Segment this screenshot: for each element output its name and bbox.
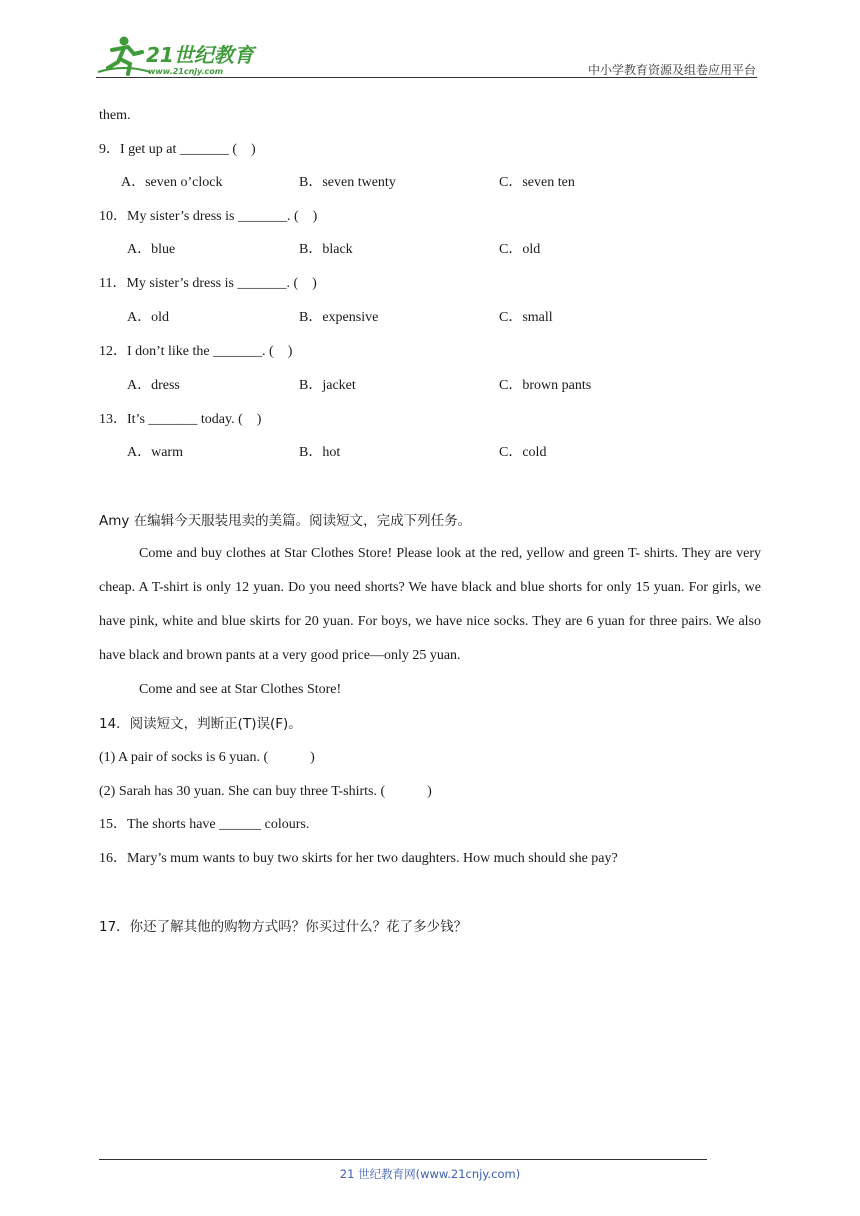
- q14-statement-2: (2) Sarah has 30 yuan. She can buy three T-shirts. ( ): [99, 784, 432, 799]
- q12-option-b[interactable]: B．jacket: [299, 378, 356, 393]
- passage-paragraph-2: Come and see at Star Clothes Store!: [139, 682, 342, 697]
- question-14: 14．阅读短文，判断正(T)误(F)。: [99, 716, 302, 732]
- q10-option-c[interactable]: C．old: [499, 242, 541, 257]
- question-10: 10．My sister’s dress is _______. ( ): [99, 209, 318, 224]
- question-9: 9．I get up at _______ ( ): [99, 142, 256, 157]
- q13-option-b[interactable]: B．hot: [299, 445, 341, 460]
- header-divider: [96, 77, 757, 78]
- site-logo: [94, 34, 262, 78]
- q12-option-c[interactable]: C．brown pants: [499, 378, 592, 393]
- question-13: 13．It’s _______ today. ( ): [99, 412, 262, 427]
- q13-option-a[interactable]: A．warm: [127, 445, 183, 460]
- q12-option-a[interactable]: A．dress: [127, 378, 180, 393]
- q10-option-a[interactable]: A．blue: [127, 242, 176, 257]
- q11-option-b[interactable]: B．expensive: [299, 310, 379, 325]
- logo-text: 21世纪教育: [146, 43, 254, 67]
- continued-text: them.: [99, 108, 131, 123]
- runner-logo-icon: [94, 34, 262, 78]
- q9-option-b[interactable]: B．seven twenty: [299, 175, 396, 190]
- q9-option-a[interactable]: A．seven o’clock: [121, 175, 223, 190]
- header-platform-title: 中小学教育资源及组卷应用平台: [587, 63, 756, 77]
- q13-option-c[interactable]: C．cold: [499, 445, 547, 460]
- logo-url: www.21cnjy.com: [148, 67, 224, 76]
- question-17: 17．你还了解其他的购物方式吗？你买过什么？花了多少钱？: [99, 919, 468, 935]
- q11-option-a[interactable]: A．old: [127, 310, 169, 325]
- question-15: 15．The shorts have ______ colours.: [99, 817, 310, 832]
- q10-option-b[interactable]: B．black: [299, 242, 353, 257]
- q11-option-c[interactable]: C．small: [499, 310, 553, 325]
- q9-option-c[interactable]: C．seven ten: [499, 175, 575, 190]
- question-16: 16．Mary’s mum wants to buy two skirts for her two daughters. How much should she pay?: [99, 851, 618, 866]
- footer-divider: [99, 1159, 707, 1160]
- passage-intro: Amy 在编辑今天服装甩卖的美篇。阅读短文，完成下列任务。: [99, 513, 472, 529]
- q14-statement-1: (1) A pair of socks is 6 yuan. ( ): [99, 750, 315, 765]
- question-11: 11．My sister’s dress is _______. ( ): [99, 276, 317, 291]
- footer-link[interactable]: 21 世纪教育网(www.21cnjy.com): [339, 1167, 521, 1181]
- passage-paragraph-1: Come and buy clothes at Star Clothes Store! Please look at the red, yellow and green T- shirts. They are very cheap. A T-shirt is only 12 yuan. Do you need shorts? We have black and blue shorts for only 15 yuan. For girls, we have pink, white and blue skirts for 20 yuan. For boys, we have nice socks. They are 6 yuan for three pairs. We also have black and brown pants at a very good price—only 25 yuan.: [99, 546, 761, 663]
- question-12: 12．I don’t like the _______. ( ): [99, 344, 293, 359]
